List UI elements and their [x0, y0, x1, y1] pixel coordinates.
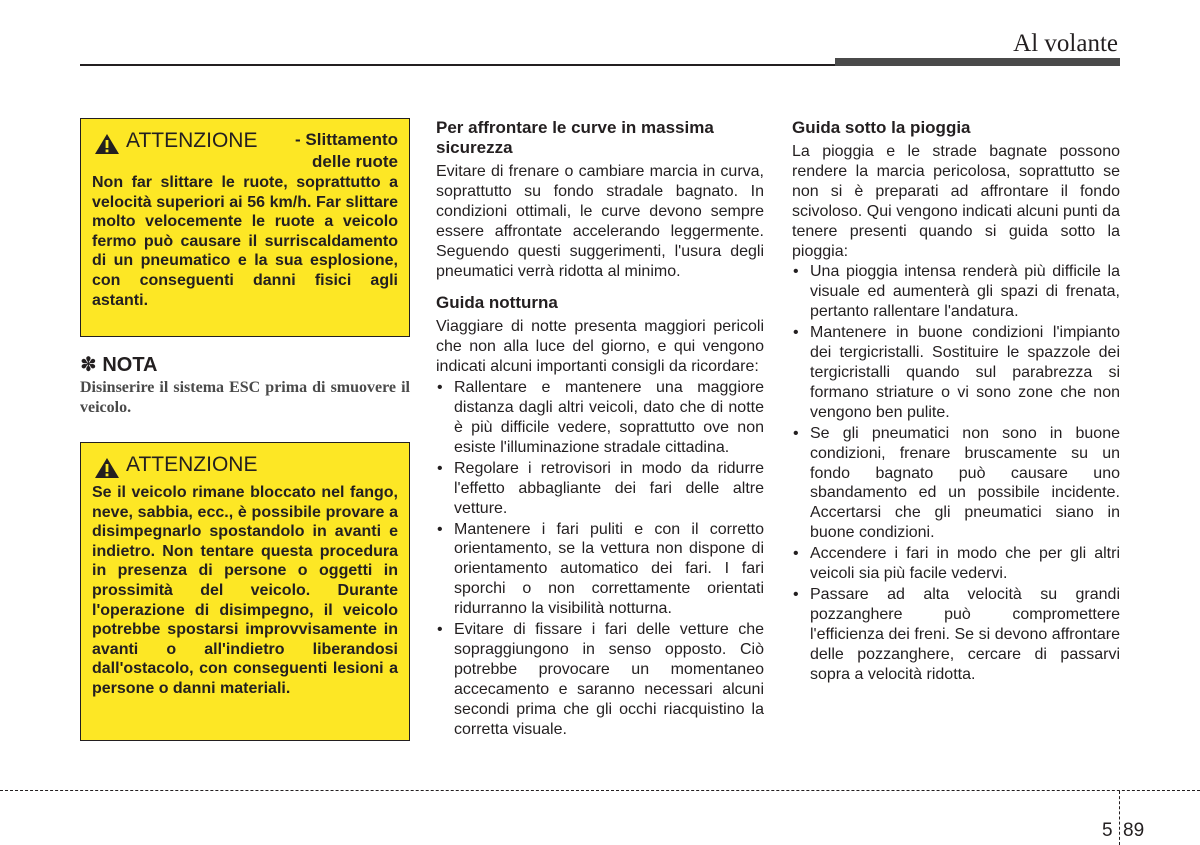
list-item: • Una pioggia intensa renderà più difficile la visuale ed aumenterà gli spazi di frenata, pertanto rallentare l'andatura.	[792, 262, 1120, 322]
warning-box-stuck-vehicle	[80, 442, 410, 741]
warning-body: Non far slittare le ruote, soprattutto a velocità superiori ai 56 km/h. Far slittare molto velocemente le ruote a veicolo fermo può causare il surriscaldamento di un pneumatico e la sua esplosione, con conseguenti danni fisici agli astanti.	[92, 174, 398, 309]
warning-title: ATTENZIONE	[126, 453, 258, 476]
list-item: • Regolare i retrovisori in modo da ridurre l'effetto abbagliante dei fari delle altre vetture.	[436, 459, 764, 519]
section-body-curves: Evitare di frenare o cambiare marcia in curva, soprattutto su fondo stradale bagnato. In condizioni ottimali, le curve devono sempre essere affrontate accelerando leggermente. Seguendo questi suggerimenti, l'usura degli pneumatici verrà ridotta al minimo.	[436, 163, 764, 280]
chapter-number: 5	[1102, 820, 1113, 841]
warning-body: Se il veicolo rimane bloccato nel fango, neve, sabbia, ecc., è possibile provare a disimpegnarlo spostandolo in avanti e indietro. Non tentare questa procedura in presenza di persone o oggetti in prossimità del veicolo. Durante l'operazione di disimpegno, il veicolo potrebbe spostarsi improvvisamente in avanti o all'indietro liberandosi dall'ostacolo, con conseguenti lesioni a persone o danni materiali.	[92, 484, 398, 697]
section-intro-night: Viaggiare di notte presenta maggiori pericoli che non alla luce del giorno, e qui vengono indicati alcuni importanti consigli da ricordare:	[436, 318, 764, 376]
list-item: • Rallentare e mantenere una maggiore distanza dagli altri veicoli, dato che di notte è più difficile vedere, soprattutto ove non esiste l'illuminazione stradale cittadina.	[436, 378, 764, 458]
page-header-title: Al volante	[1013, 30, 1118, 57]
section-heading-rain: Guida sotto la pioggia	[792, 118, 971, 137]
header-rule-thick	[835, 58, 1120, 66]
column-right	[792, 118, 1120, 684]
footer-rule	[0, 790, 1200, 791]
night-bullet-list	[436, 378, 764, 739]
warning-triangle-icon	[94, 133, 120, 155]
rain-bullet-list	[792, 262, 1120, 684]
warning-box-wheel-spin	[80, 118, 410, 337]
warning-subtitle: - Slittamento delle ruote	[295, 130, 398, 171]
warning-triangle-icon	[94, 457, 120, 479]
column-middle	[436, 118, 764, 739]
warning-title: ATTENZIONE	[126, 129, 258, 152]
footer-divider	[1119, 791, 1120, 845]
list-item: • Se gli pneumatici non sono in buone condizioni, frenare bruscamente su un fondo bagnato può causare uno sbandamento ed un possibile incidente. Accertarsi che gli pneumatici siano in buone condizioni.	[792, 424, 1120, 543]
list-item: • Evitare di fissare i fari delle vetture che sopraggiungono in senso opposto. Ciò potrebbe provocare un momentaneo accecamento e saranno necessari alcuni secondi prima che gli occhi riacquistino la corretta visuale.	[436, 620, 764, 739]
note-body: Disinserire il sistema ESC prima di smuovere il veicolo.	[80, 379, 410, 416]
note-title: ✽ NOTA	[80, 354, 158, 376]
list-item: • Mantenere in buone condizioni l'impianto dei tergicristalli. Sostituire le spazzole dei tergicristalli quando sul parabrezza si formano striature o vi sono zone che non vengono ben pulite.	[792, 323, 1120, 423]
list-item: • Passare ad alta velocità su grandi pozzanghere può compromettere l'efficienza dei freni. Se si devono affrontare delle pozzanghere, cercare di passarvi sopra a velocità ridotta.	[792, 585, 1120, 685]
list-item: • Accendere i fari in modo che per gli altri veicoli sia più facile vedervi.	[792, 544, 1120, 584]
section-intro-rain: La pioggia e le strade bagnate possono rendere la marcia pericolosa, soprattutto se non si è preparati ad affrontare il fondo scivoloso. Qui vengono indicati alcuni punti da tenere presenti quando si guida sotto la pioggia:	[792, 143, 1120, 260]
page-number: 89	[1123, 820, 1145, 841]
section-heading-night: Guida notturna	[436, 293, 558, 313]
note-section	[80, 352, 410, 418]
section-heading-curves: Per affrontare le curve in massima sicurezza	[436, 118, 714, 157]
header-rule	[80, 64, 835, 66]
list-item: • Mantenere i fari puliti e con il corretto orientamento, se la vettura non dispone di orientamento automatico dei fari. I fari sporchi o non correttamente orientati ridurranno la visibilità notturna.	[436, 520, 764, 620]
